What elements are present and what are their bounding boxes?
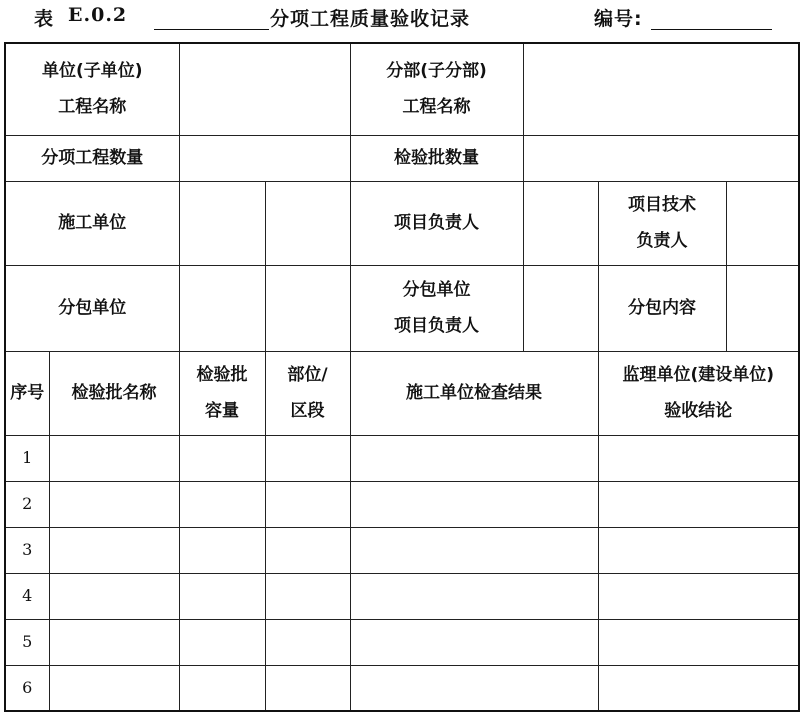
subcontractor-manager-label: 分包单位 项目负责人 bbox=[350, 265, 523, 351]
location-cell[interactable] bbox=[265, 435, 350, 481]
row-number: 2 bbox=[5, 481, 49, 527]
supervisor-result-cell[interactable] bbox=[598, 527, 799, 573]
location-cell[interactable] bbox=[265, 573, 350, 619]
unit-project-name-label: 单位(子单位) 工程名称 bbox=[5, 43, 179, 135]
supervisor-result-cell[interactable] bbox=[598, 481, 799, 527]
division-project-name-field[interactable] bbox=[523, 43, 799, 135]
contractor-result-cell[interactable] bbox=[350, 573, 598, 619]
location-cell[interactable] bbox=[265, 527, 350, 573]
batch-capacity-cell[interactable] bbox=[179, 435, 265, 481]
batch-name-cell[interactable] bbox=[49, 527, 179, 573]
number-blank[interactable] bbox=[651, 29, 772, 30]
location-cell[interactable] bbox=[265, 619, 350, 665]
acceptance-record-table bbox=[4, 42, 800, 712]
row-number: 4 bbox=[5, 573, 49, 619]
batch-name-cell[interactable] bbox=[49, 665, 179, 711]
batch-name-cell[interactable] bbox=[49, 435, 179, 481]
contractor-result-cell[interactable] bbox=[350, 665, 598, 711]
batch-name-header: 检验批名称 bbox=[49, 351, 179, 435]
construction-unit-field[interactable] bbox=[179, 181, 265, 265]
row-number: 1 bbox=[5, 435, 49, 481]
batch-name-cell[interactable] bbox=[49, 619, 179, 665]
contractor-result-cell[interactable] bbox=[350, 527, 598, 573]
unit-project-row bbox=[5, 43, 799, 135]
table-row bbox=[5, 573, 799, 619]
supervisor-result-header: 监理单位(建设单位) 验收结论 bbox=[598, 351, 799, 435]
row-number: 3 bbox=[5, 527, 49, 573]
table-row bbox=[5, 435, 799, 481]
construction-unit-label: 施工单位 bbox=[5, 181, 179, 265]
table-label: 表 bbox=[34, 8, 55, 30]
batch-capacity-cell[interactable] bbox=[179, 527, 265, 573]
batch-capacity-header: 检验批 容量 bbox=[179, 351, 265, 435]
table-row bbox=[5, 665, 799, 711]
table-row bbox=[5, 527, 799, 573]
form-header bbox=[0, 0, 804, 40]
subcontractor-field[interactable] bbox=[179, 265, 265, 351]
row-number: 5 bbox=[5, 619, 49, 665]
batch-capacity-cell[interactable] bbox=[179, 665, 265, 711]
contractor-result-header: 施工单位检查结果 bbox=[350, 351, 598, 435]
construction-unit-extra-field[interactable] bbox=[265, 181, 350, 265]
subcontractor-extra-field[interactable] bbox=[265, 265, 350, 351]
location-header: 部位/ 区段 bbox=[265, 351, 350, 435]
subcontractor-label: 分包单位 bbox=[5, 265, 179, 351]
batch-capacity-cell[interactable] bbox=[179, 481, 265, 527]
supervisor-result-cell[interactable] bbox=[598, 619, 799, 665]
batch-capacity-cell[interactable] bbox=[179, 573, 265, 619]
project-manager-field[interactable] bbox=[523, 181, 598, 265]
subitem-quantity-label: 分项工程数量 bbox=[5, 135, 179, 181]
location-cell[interactable] bbox=[265, 665, 350, 711]
quantity-row bbox=[5, 135, 799, 181]
subcontract-content-label: 分包内容 bbox=[598, 265, 726, 351]
batch-quantity-field[interactable] bbox=[523, 135, 799, 181]
number-label: 编号: bbox=[594, 8, 643, 30]
subcontract-content-field[interactable] bbox=[726, 265, 799, 351]
subcontractor-row bbox=[5, 265, 799, 351]
unit-project-name-field[interactable] bbox=[179, 43, 350, 135]
batch-quantity-label: 检验批数量 bbox=[350, 135, 523, 181]
table-row bbox=[5, 619, 799, 665]
project-name-blank[interactable] bbox=[154, 29, 269, 30]
supervisor-result-cell[interactable] bbox=[598, 665, 799, 711]
division-project-name-label: 分部(子分部) 工程名称 bbox=[350, 43, 523, 135]
contractor-result-cell[interactable] bbox=[350, 619, 598, 665]
subcontractor-manager-field[interactable] bbox=[523, 265, 598, 351]
location-cell[interactable] bbox=[265, 481, 350, 527]
supervisor-result-cell[interactable] bbox=[598, 573, 799, 619]
table-row bbox=[5, 481, 799, 527]
table-code: E.0.2 bbox=[68, 4, 128, 26]
supervisor-result-cell[interactable] bbox=[598, 435, 799, 481]
technical-manager-label: 项目技术 负责人 bbox=[598, 181, 726, 265]
row-number: 6 bbox=[5, 665, 49, 711]
batch-name-cell[interactable] bbox=[49, 573, 179, 619]
batch-capacity-cell[interactable] bbox=[179, 619, 265, 665]
contractor-result-cell[interactable] bbox=[350, 481, 598, 527]
form-title: 分项工程质量验收记录 bbox=[270, 8, 471, 30]
batch-name-cell[interactable] bbox=[49, 481, 179, 527]
technical-manager-field[interactable] bbox=[726, 181, 799, 265]
contractor-result-cell[interactable] bbox=[350, 435, 598, 481]
project-manager-label: 项目负责人 bbox=[350, 181, 523, 265]
subitem-quantity-field[interactable] bbox=[179, 135, 350, 181]
seq-header: 序号 bbox=[5, 351, 49, 435]
column-header-row bbox=[5, 351, 799, 435]
construction-unit-row bbox=[5, 181, 799, 265]
